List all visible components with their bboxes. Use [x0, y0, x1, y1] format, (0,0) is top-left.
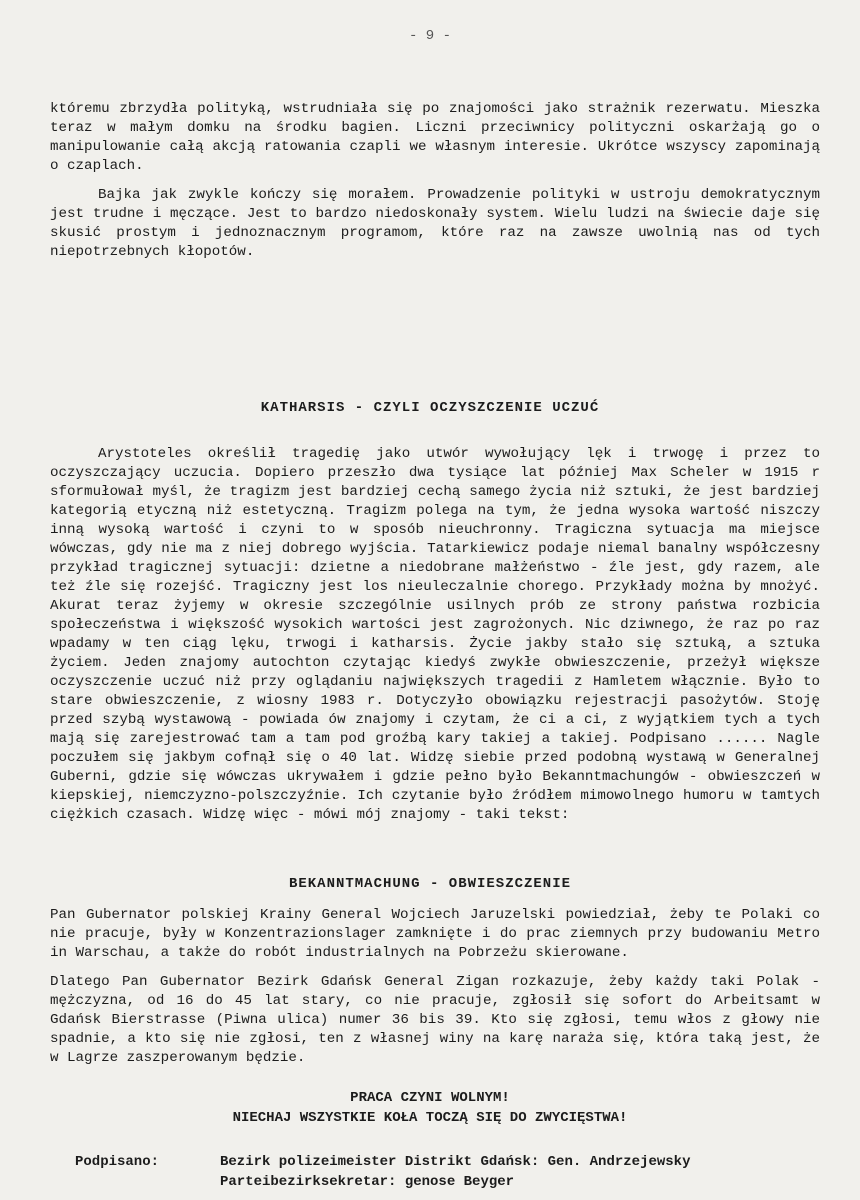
notice-paragraph-2: Dlatego Pan Gubernator Bezirk Gdańsk General Zigan rozkazuje, żeby każdy taki Polak - mężczyzna, od 16 do 45 lat stary, co nie pracuje, zgłosił się sofort do Arbeitsamt w Gdańsk Bierstrasse (Piwna ulica) numer 36 bis 39. Kto się zgłosi, temu włos z głowy nie spadnie, a kto się nie zgłosi, ten z własnej winy na karę naraża się, która taką jest, że w Lagrze zaszperowanym będzie.	[50, 974, 820, 1066]
essay-section	[50, 445, 820, 825]
fable-moral-paragraph: Bajka jak zwykle kończy się morałem. Prowadzenie polityki w ustroju demokratycznym jest trudne i męczące. Jest to bardzo niedoskonały system. Wielu ludzi na świecie daje się skusić prostym i jednoznacznym programom, które raz na zawsze uwolnią nas od tych niepotrzebnych kłopotów.	[50, 187, 820, 260]
signatory-2: Parteibezirksekretar: genose Beyger	[220, 1174, 515, 1190]
notice-body	[50, 906, 820, 1068]
notice-slogans	[0, 1088, 860, 1128]
notice-heading: BEKANNTMACHUNG - OBWIESZCZENIE	[288, 876, 572, 892]
slogan-1: PRACA CZYNI WOLNYM!	[350, 1090, 510, 1106]
slogan-2: NIECHAJ WSZYSTKIE KOŁA TOCZĄ SIĘ DO ZWYCIĘSTWA!	[232, 1110, 628, 1126]
fable-paragraph: któremu zbrzydła polityką, wstrudniała się po znajomości jako strażnik rezerwatu. Mieszka teraz w małym domku na środku bagien. Liczni przeciwnicy polityczni oskarżają go o manipulowanie całą akcją ratowania czapli we własnym interesie. Ukrótce wszyscy zapominają o czaplach.	[50, 101, 820, 174]
notice-paragraph-1: Pan Gubernator polskiej Krainy General Wojciech Jaruzelski powiedział, żeby te Polaki co nie pracuje, były w Konzentrazionslager zamknięte i do prac ziemnych przy budowaniu Metro in Warschau, a także do robót industrialnych na Pobrzeżu skierowane.	[50, 907, 820, 961]
signed-label: Podpisano:	[75, 1154, 160, 1170]
essay-paragraph: Arystoteles określił tragedię jako utwór wywołujący lęk i trwogę i przez to oczyszczający uczucia. Dopiero przeszło dwa tysiące lat później Max Scheler w 1915 r sformułował myśl, że tragizm jest bardziej cechą samego życia niż sztuki, że jest bardziej kategorią etyczną niż estetyczną. Tragizm polega na tym, że jedna wysoka wartość niszczy inną wysoką wartość i czyni to w sposób nieuchronny. Tragiczna sytuacja ma miejsce wówczas, gdy nie ma z niej dobrego wyjścia. Tatarkiewicz podaje niemal banalny współczesny przykład tragicznej sytuacji: dzietne a niedobrane małżeństwo - źle jest, gdy razem, ale też źle się rozejść. Tragiczny jest los nieuleczalnie chorego. Przykłady można by mnożyć. Akurat teraz żyjemy w okresie szczególnie usilnych prób ze strony państwa rozbicia społeczeństwa i większość wysokich wartości jest zagrożonych. Nic dziwnego, że raz po raz wpadamy w ten ciąg lęku, trwogi i katharsis. Życie jakby stało się sztuką, a sztuka życiem. Jeden znajomy autochton czytając kiedyś zwykłe obwieszczenie, przeżył większe oczyszczenie uczuć niż przy oglądaniu największych tragedii z Hamletem włącznie. Było to stare obwieszczenie, z wiosny 1983 r. Dotyczyło obowiązku rejestracji pasożytów. Stoję przed szybą wystawową - powiada ów znajomy i czytam, że ci a ci, z wyjątkiem tych a tych mają się zarejestrować tam a tam pod groźbą kary takiej a takiej. Podpisano ...... Nagle poczułem się jakbym cofnął się o 40 lat. Widzę siebie przed podobną wystawą w Generalnej Guberni, gdzie się wówczas ukrywałem i gdzie pełno było Bekanntmachungów - obwieszczeń w kiepskiej, niemczyzno-polszczyźnie. Ich czytanie było źródłem mimowolnego humoru w tamtych ciężkich czasach. Widzę więc - mówi mój znajomy - taki tekst:	[50, 446, 820, 823]
fable-section	[50, 100, 820, 262]
signature-block	[75, 1152, 690, 1192]
section-heading: KATHARSIS - CZYLI OCZYSZCZENIE UCZUĆ	[260, 400, 600, 416]
signatory-1: Bezirk polizeimeister Distrikt Gdańsk: Gen. Andrzejewsky	[220, 1154, 691, 1170]
page-number: - 9 -	[408, 28, 451, 44]
